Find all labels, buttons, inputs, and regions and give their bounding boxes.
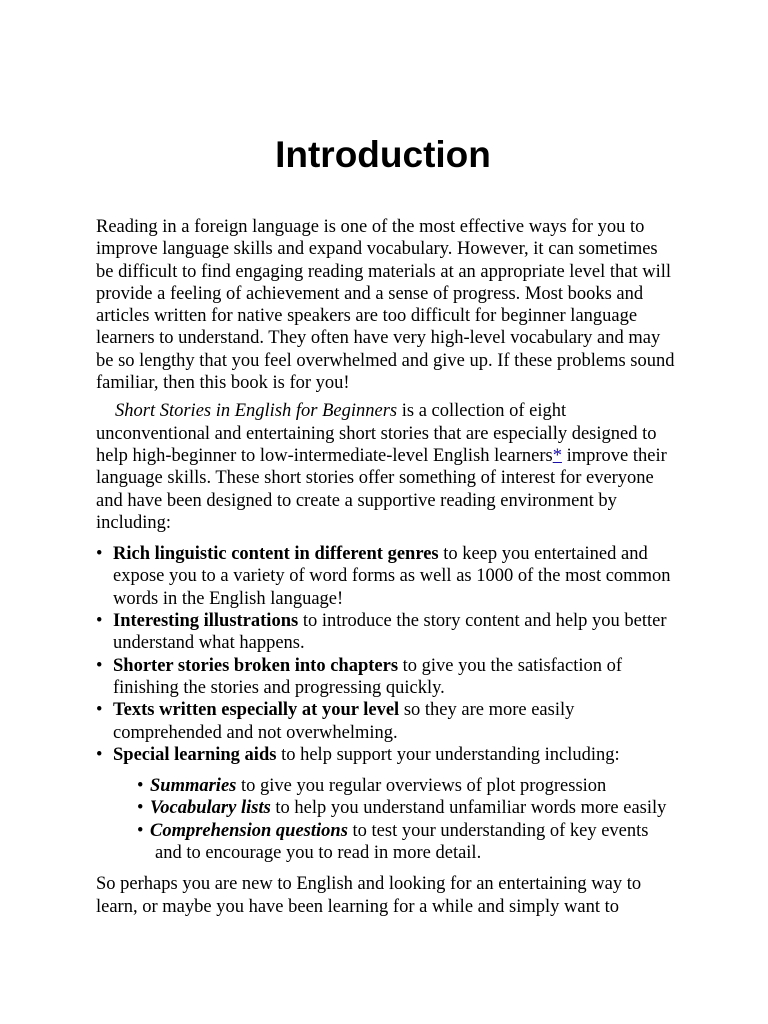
sub-list-item	[150, 797, 676, 819]
list-item-bold: Interesting illustrations	[113, 611, 299, 632]
list-item-text: to help support your understanding including:	[276, 744, 620, 765]
learning-aids-list	[113, 775, 676, 864]
list-item	[96, 655, 676, 700]
list-item	[96, 699, 676, 744]
intro-paragraph-3: So perhaps you are new to English and looking for an entertaining way to learn, or maybe you have been learning for a while and simply want to	[96, 874, 642, 917]
book-title: Short Stories in English for Beginners	[115, 401, 398, 422]
document-body	[96, 216, 676, 918]
list-item-text: to give you the satisfaction of finishing the stories and progressing quickly.	[113, 655, 623, 698]
list-item	[96, 610, 676, 655]
intro-paragraph-2	[96, 400, 676, 534]
sub-list-item-text: to help you understand unfamiliar words more easily	[270, 798, 667, 819]
features-list	[96, 543, 676, 864]
intro-paragraph-1: Reading in a foreign language is one of the most effective ways for you to improve language skills and expand vocabulary. However, it can sometimes be difficult to find engaging reading materials at an appropriate level that will provide a feeling of achievement and a sense of progress. Most books and articles written for native speakers are too difficult for beginner language learners to understand. They often have very high-level vocabulary and may be so lengthy that you feel overwhelmed and give up. If these problems sound familiar, then this book is for you!	[96, 217, 675, 394]
sub-list-item	[150, 775, 676, 797]
sub-list-item	[150, 820, 676, 865]
sub-list-item-text: to give you regular overviews of plot progression	[236, 776, 607, 797]
list-item-bold: Rich linguistic content in different genres	[113, 544, 439, 565]
list-item-text: so they are more easily comprehended and not overwhelming.	[113, 700, 575, 743]
sub-list-item-bold: Summaries	[150, 776, 237, 797]
list-item-text: to keep you entertained and expose you to a variety of word forms as well as 1000 of the most common words in the English language!	[113, 544, 671, 609]
sub-list-item-text: to test your understanding of key events and to encourage you to read in more detail.	[155, 820, 649, 864]
paragraph-2-text-a: is a collection of eight unconventional and entertaining short stories that are especially designed to help high-beginner to low-intermediate-level English learners	[96, 401, 657, 466]
list-item-bold: Special learning aids	[113, 744, 277, 765]
page-title: Introduction	[275, 134, 491, 175]
list-item-bold: Shorter stories broken into chapters	[113, 655, 399, 676]
list-item-bold: Texts written especially at your level	[113, 700, 400, 721]
footnote-link[interactable]: *	[552, 445, 562, 466]
paragraph-2-text-b: improve their language skills. These short stories offer something of interest for everyone and have been designed to create a supportive reading environment by including:	[96, 445, 667, 533]
list-item	[96, 744, 676, 864]
sub-list-item-bold: Comprehension questions	[150, 820, 348, 841]
list-item	[96, 543, 676, 610]
sub-list-item-bold: Vocabulary lists	[150, 798, 271, 819]
list-item-text: to introduce the story content and help you better understand what happens.	[113, 611, 667, 654]
